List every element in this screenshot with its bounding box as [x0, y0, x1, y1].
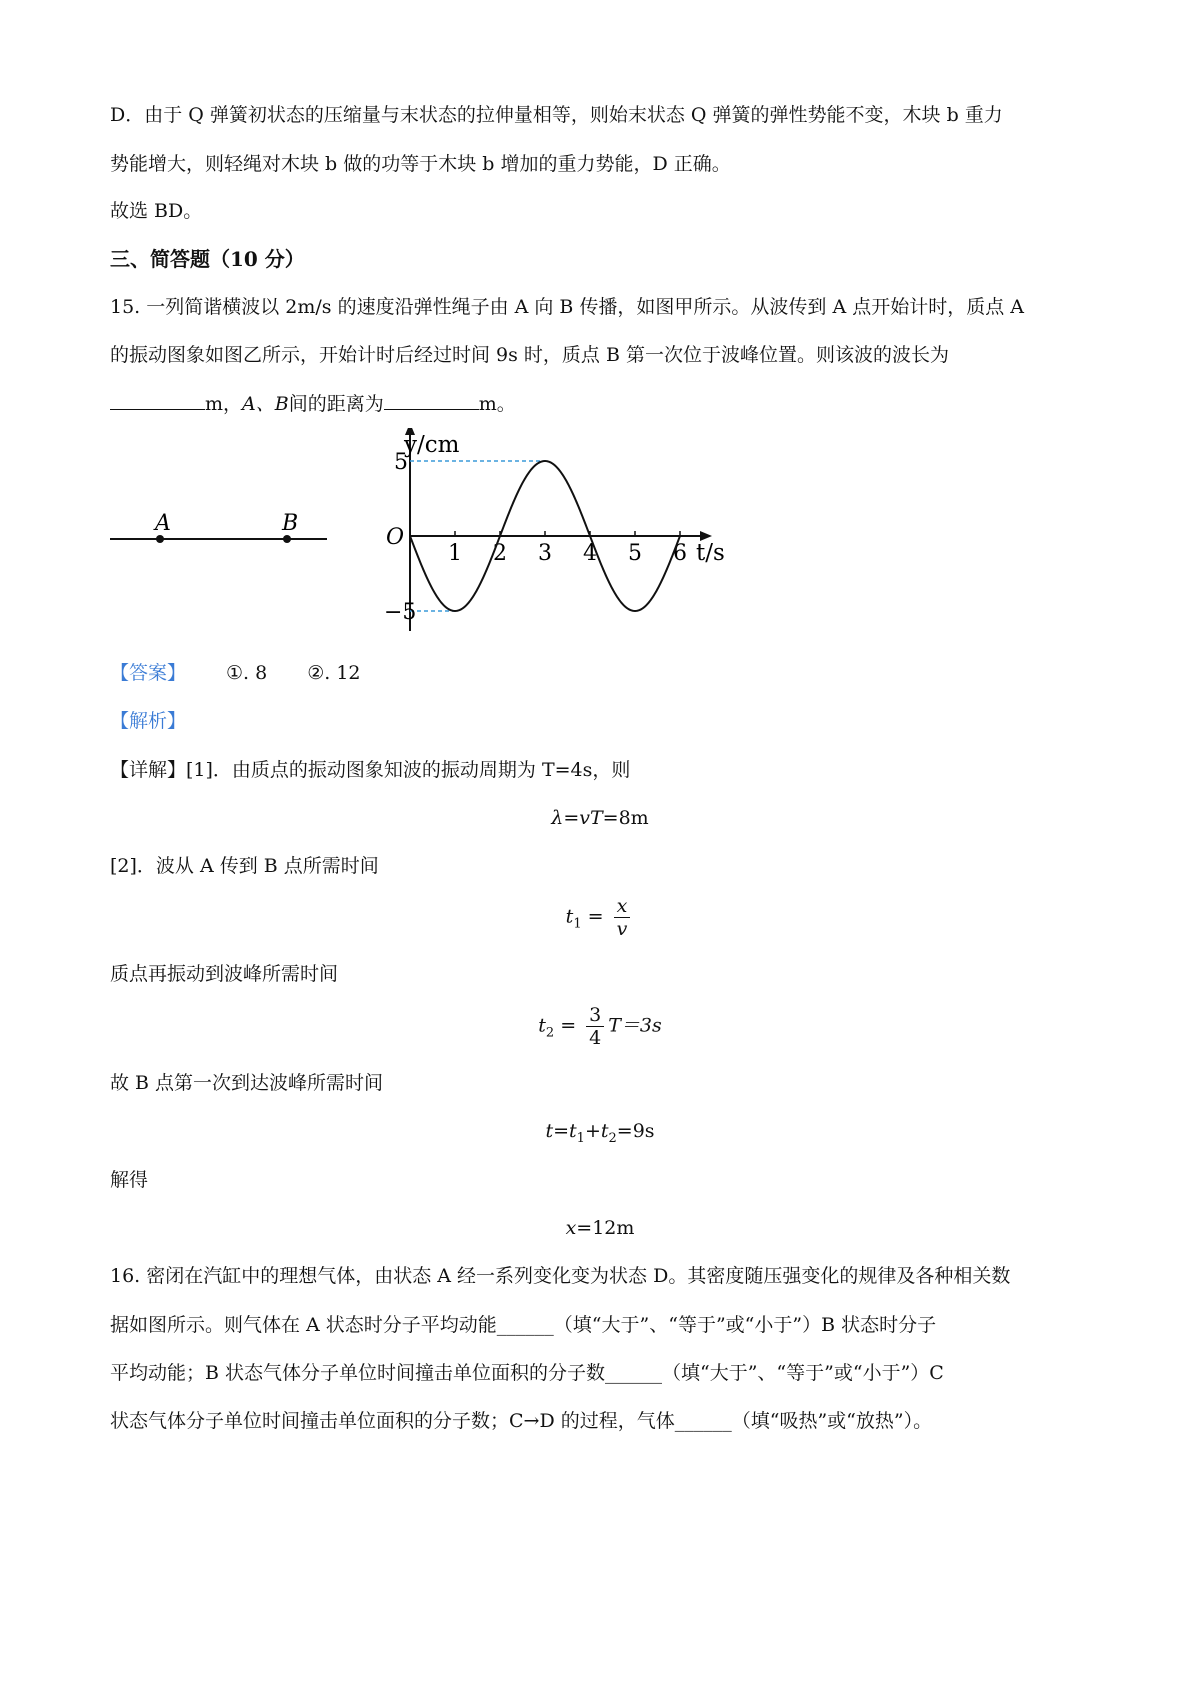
q16-line-3: 平均动能；B 状态气体分子单位时间撞击单位面积的分子数______（填“大于”、“等于”或“小于”）C	[110, 1362, 944, 1384]
y-axis-label: y/cm	[404, 432, 460, 458]
point-b-label: B	[282, 511, 299, 536]
eq2-denominator: v	[616, 918, 628, 940]
option-d-line-2: 势能增大，则轻绳对木块 b 做的功等于木块 b 增加的重力势能，D 正确。	[110, 153, 731, 175]
equation-t2	[0, 1004, 1200, 1049]
analysis-label: 【解析】	[110, 710, 187, 732]
q15-ab: A、B	[242, 393, 289, 415]
x-tick-label-2: 2	[493, 541, 507, 566]
q15-unit-2: m。	[478, 393, 516, 415]
eq2-numerator: x	[616, 895, 628, 917]
answer-label: 【答案】	[110, 662, 187, 684]
q16-line-4: 状态气体分子单位时间撞击单位面积的分子数；C→D 的过程，气体______（填“吸热”或“放热”）。	[110, 1410, 933, 1432]
x-tick-label-1: 1	[448, 541, 462, 566]
equation-distance: x=12m	[565, 1217, 635, 1239]
equation-t1	[0, 895, 1200, 940]
vibration-chart	[380, 428, 740, 638]
x-axis-label: t/s	[696, 540, 725, 566]
eq3-lhs: t	[538, 1014, 546, 1037]
q15-line-2: 的振动图象如图乙所示，开始计时后经过时间 9s 时，质点 B 第一次位于波峰位置。则该波的波长为	[110, 344, 949, 366]
answer-2: ②. 12	[307, 662, 361, 684]
option-d-line-1: D．由于 Q 弹簧初状态的压缩量与末状态的拉伸量相等，则始末状态 Q 弹簧的弹性势能不变，木块 b 重力	[110, 104, 1003, 126]
detail-line-1: 【详解】[1]．由质点的振动图象知波的振动周期为 T=4s，则	[110, 759, 631, 781]
eq2-sub: 1	[573, 916, 582, 932]
q15-line-1: 15. 一列简谐横波以 2m/s 的速度沿弹性绳子由 A 向 B 传播，如图甲所示。从波传到 A 点开始计时，质点 A	[110, 296, 1024, 318]
y-tick-label-neg: −5	[384, 600, 417, 625]
q16-line-1: 16. 密闭在汽缸中的理想气体，由状态 A 经一系列变化变为状态 D。其密度随压强变化的规律及各种相关数	[110, 1265, 1011, 1287]
eq2-lhs: t	[565, 905, 574, 928]
eq3-rest: T＝3s	[608, 1014, 662, 1037]
eq3-numerator: 3	[586, 1004, 604, 1027]
answer-blank-1	[110, 389, 205, 410]
q15-unit-1: m，	[205, 393, 243, 415]
q16-line-2: 据如图所示。则气体在 A 状态时分子平均动能______（填“大于”、“等于”或“小于”）B 状态时分子	[110, 1314, 937, 1336]
eq3-sub: 2	[545, 1025, 555, 1041]
eq2-fraction	[614, 895, 631, 940]
section-title: 三、简答题（10 分）	[110, 247, 305, 271]
equation-wavelength: λ=vT=8m	[551, 807, 649, 829]
point-a-label: A	[155, 511, 171, 536]
q15-distance-text: 间的距离为	[288, 393, 384, 415]
conclusion-line: 故选 BD。	[110, 200, 203, 222]
detail-line-5: 解得	[110, 1169, 149, 1191]
q15-line-3	[110, 389, 516, 418]
answer-line	[110, 659, 361, 687]
detail-line-4: 故 B 点第一次到达波峰所需时间	[110, 1072, 384, 1094]
eq3-fraction	[586, 1004, 604, 1049]
eq3-denominator: 4	[589, 1027, 602, 1049]
x-tick-label-5: 5	[628, 541, 642, 566]
y-tick-label-pos: 5	[394, 450, 408, 475]
detail-line-3: 质点再振动到波峰所需时间	[110, 963, 339, 985]
x-tick-label-4: 4	[583, 541, 597, 566]
detail-line-2: [2]．波从 A 传到 B 点所需时间	[110, 855, 379, 877]
point-b	[283, 535, 291, 543]
equation-total-time: $t=t_1+t_2=9s$	[545, 1120, 655, 1146]
point-a	[156, 535, 164, 543]
eq2-equals: =	[587, 905, 604, 928]
x-tick-label-6: 6	[673, 541, 687, 566]
eq3-equals: =	[560, 1014, 577, 1037]
origin-label: O	[386, 525, 405, 550]
x-tick-label-3: 3	[538, 541, 552, 566]
answer-1: ①. 8	[226, 662, 268, 684]
rope-figure	[105, 510, 335, 550]
answer-blank-2	[384, 389, 479, 410]
